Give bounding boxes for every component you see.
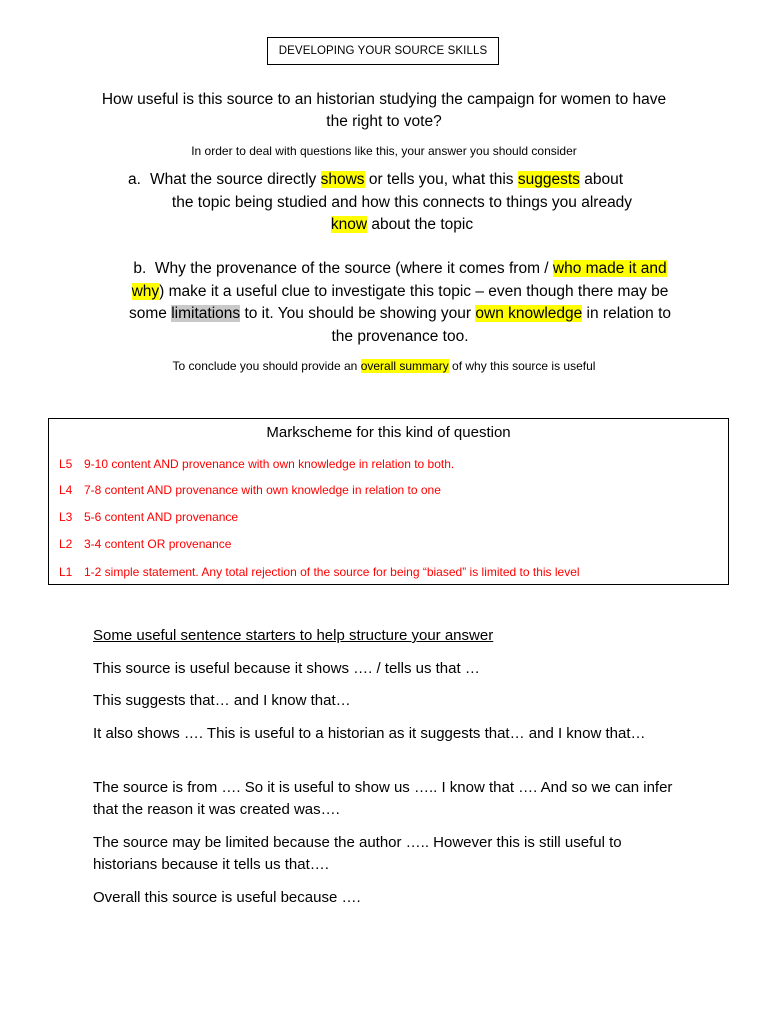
point-a-text-1: What the source directly [150, 171, 321, 188]
highlight-suggests: suggests [517, 171, 580, 188]
point-b-text-3: to it. You should be showing your [240, 305, 476, 322]
level-description: 1-2 simple statement. Any total rejection of the source for being “biased” is limited to this level [84, 565, 580, 579]
sentence-starter: The source may be limited because the author ….. However this is still useful to historians because it tells us that…. [93, 834, 622, 873]
level-label: L4 [59, 483, 73, 497]
point-b-text-1: Why the provenance of the source (where it comes from / [154, 260, 553, 277]
sentence-starter: It also shows …. This is useful to a historian as it suggests that… and I know that… [93, 725, 646, 742]
highlight-own-knowledge: own knowledge [475, 305, 583, 322]
point-a-line-3 [128, 214, 676, 237]
point-a-line-2: the topic being studied and how this connects to things you already [171, 193, 633, 211]
point-b [122, 258, 678, 348]
level-description: 9-10 content AND provenance with own knowledge in relation to both. [84, 457, 455, 471]
level-label: L3 [59, 510, 73, 524]
level-label: L2 [59, 537, 73, 551]
highlight-know: know [330, 216, 368, 233]
point-a-text-4: about the topic [367, 216, 474, 233]
level-label: L5 [59, 457, 73, 471]
markscheme-level-row [59, 510, 238, 524]
markscheme-level-row [59, 483, 441, 497]
highlight-shows: shows [320, 171, 365, 188]
sentence-starters-heading: Some useful sentence starters to help structure your answer [93, 627, 494, 644]
markscheme-level-row [59, 457, 454, 471]
worksheet-title: DEVELOPING YOUR SOURCE SKILLS [267, 37, 499, 65]
point-b-text-2: ) make it a useful clue to investigate this topic – even though there may be some [129, 282, 669, 322]
markscheme-title: Markscheme for this kind of question [266, 424, 511, 441]
question-text: How useful is this source to an historian studying the campaign for women to have the right to vote? [101, 91, 667, 130]
sentence-starter: This suggests that… and I know that… [93, 692, 351, 709]
point-b-marker: b. [133, 260, 147, 277]
level-description: 7-8 content AND provenance with own knowledge in relation to one [84, 483, 441, 497]
level-description: 3-4 content OR provenance [84, 537, 232, 551]
point-b-text-4: in relation to the provenance too. [331, 305, 671, 345]
markscheme-level-row [59, 537, 231, 551]
level-label: L1 [59, 565, 73, 579]
sentence-starter: Overall this source is useful because …. [93, 889, 361, 906]
highlight-limitations: limitations [171, 305, 241, 322]
highlight-overall-summary: overall summary [360, 359, 449, 373]
sentence-starter: This source is useful because it shows …. / tells us that … [93, 660, 480, 677]
level-description: 5-6 content AND provenance [84, 510, 239, 524]
markscheme-level-row [59, 565, 580, 579]
point-a-marker: a. [128, 171, 141, 188]
markscheme-box [48, 418, 729, 585]
conclude-text-1: To conclude you should provide an [172, 359, 361, 373]
sentence-starter: The source is from …. So it is useful to show us ….. I know that …. And so we can infer that the reason it was created was…. [93, 779, 673, 818]
highlight-who-made-it: who made it and why [131, 260, 667, 300]
consider-intro: In order to deal with questions like this, your answer you should consider [191, 144, 577, 158]
point-a [128, 169, 676, 237]
conclude-text-2: of why this source is useful [448, 359, 596, 373]
point-a-text-2: or tells you, what this [364, 171, 518, 188]
point-a-text-3: about [579, 171, 624, 188]
conclusion-note [80, 358, 688, 374]
